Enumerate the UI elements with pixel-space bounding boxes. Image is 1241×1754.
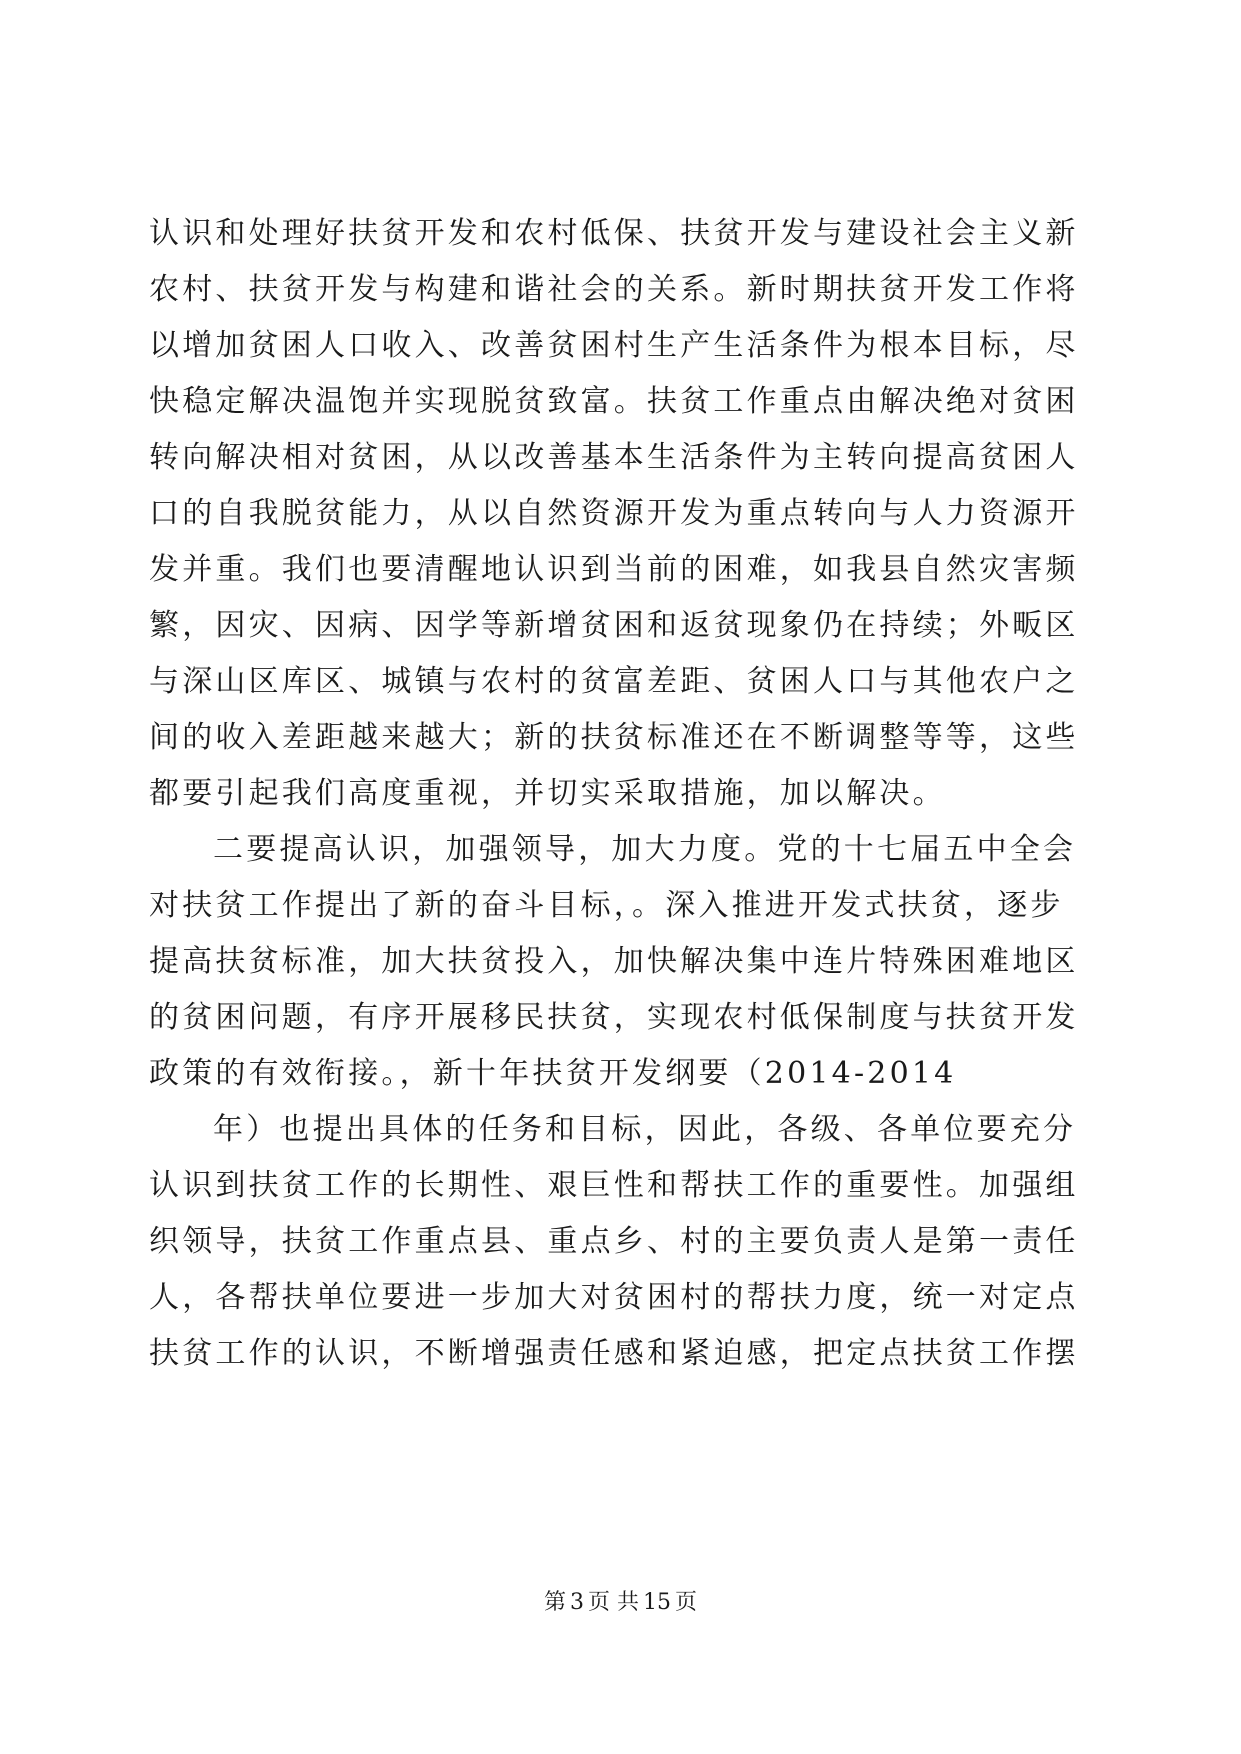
body-text-line: 政策的有效衔接。，新十年扶贫开发纲要（2014-2014	[149, 1056, 957, 1091]
body-text-line: 繁，因灾、因病、因学等新增贫困和返贫现象仍在持续；外畈区	[149, 608, 1079, 643]
body-text-line: 发并重。我们也要清醒地认识到当前的困难，如我县自然灾害频	[149, 552, 1079, 587]
page-footer	[0, 1588, 1241, 1618]
body-text-line: 口的自我脱贫能力，从以自然资源开发为重点转向与人力资源开	[149, 496, 1079, 531]
body-text-line: 对扶贫工作提出了新的奋斗目标，。深入推进开发式扶贫，逐步	[149, 888, 1064, 923]
body-text-line: 的贫困问题，有序开展移民扶贫，实现农村低保制度与扶贫开发	[149, 1000, 1079, 1035]
page-label-suffix: 页	[675, 1590, 698, 1615]
paragraph-start-line: 二要提高认识，加强领导，加大力度。党的十七届五中全会	[213, 832, 1077, 867]
body-text-line: 以增加贫困人口收入、改善贫困村生产生活条件为根本目标，尽	[149, 328, 1079, 363]
body-text-line: 农村、扶贫开发与构建和谐社会的关系。新时期扶贫开发工作将	[149, 272, 1079, 307]
body-text-line: 快稳定解决温饱并实现脱贫致富。扶贫工作重点由解决绝对贫困	[149, 384, 1079, 419]
current-page-number: 3	[570, 1590, 584, 1615]
page-label-prefix: 第	[543, 1590, 566, 1615]
body-text-line: 织领导，扶贫工作重点县、重点乡、村的主要负责人是第一责任	[149, 1224, 1079, 1259]
body-text-line: 转向解决相对贫困，从以改善基本生活条件为主转向提高贫困人	[149, 440, 1079, 475]
body-text-line: 与深山区库区、城镇与农村的贫富差距、贫困人口与其他农户之	[149, 664, 1079, 699]
body-text-line: 扶贫工作的认识，不断增强责任感和紧迫感，把定点扶贫工作摆	[149, 1336, 1079, 1371]
body-text-line: 认识到扶贫工作的长期性、艰巨性和帮扶工作的重要性。加强组	[149, 1168, 1079, 1203]
page-label-middle: 页 共	[588, 1590, 639, 1615]
paragraph-start-line: 年）也提出具体的任务和目标，因此，各级、各单位要充分	[213, 1112, 1077, 1147]
body-text-line: 提高扶贫标准，加大扶贫投入，加快解决集中连片特殊困难地区	[149, 944, 1079, 979]
body-text-line: 认识和处理好扶贫开发和农村低保、扶贫开发与建设社会主义新	[149, 216, 1079, 251]
body-text-line: 都要引起我们高度重视，并切实采取措施，加以解决。	[149, 776, 946, 811]
total-pages-number: 15	[643, 1590, 671, 1615]
body-text-line: 间的收入差距越来越大；新的扶贫标准还在不断调整等等，这些	[149, 720, 1079, 755]
body-text-line: 人，各帮扶单位要进一步加大对贫困村的帮扶力度，统一对定点	[149, 1280, 1079, 1315]
